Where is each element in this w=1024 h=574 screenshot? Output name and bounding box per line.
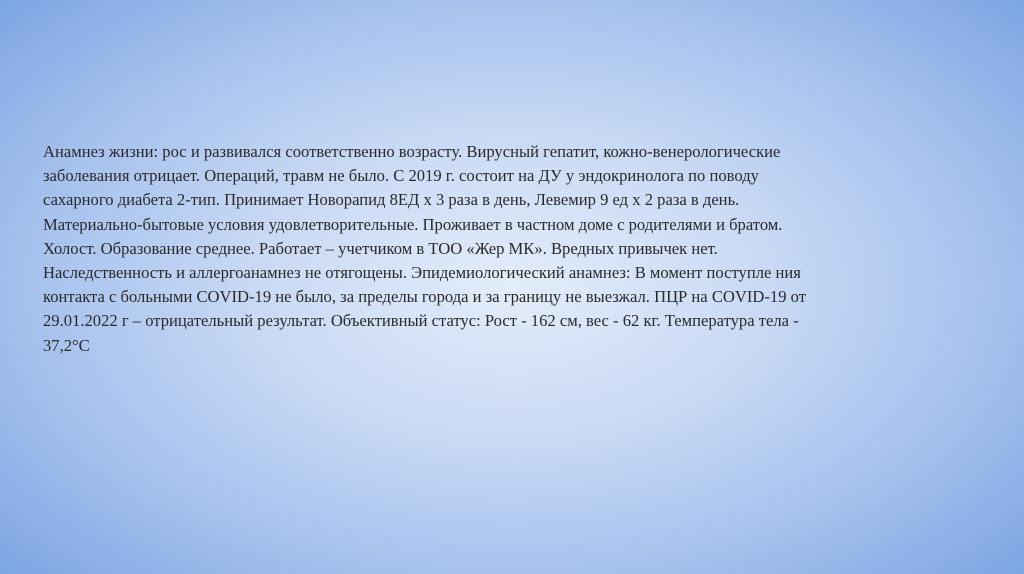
text-line: сахарного диабета 2-тип. Принимает Новорапид 8ЕД х 3 раза в день, Левемир 9 ед х 2 раза в день. <box>43 190 740 210</box>
text-line: контакта с больными COVID-19 не было, за пределы города и за границу не выезжал. ПЦР на COVID-19 от <box>43 287 806 307</box>
text-line: заболевания отрицает. Операций, травм не было. С 2019 г. состоит на ДУ у эндокринолога по поводу <box>43 166 759 186</box>
text-line: Анамнез жизни: рос и развивался соответственно возрасту. Вирусный гепатит, кожно-венерологические <box>43 142 781 161</box>
text-line: Материально-бытовые условия удовлетворительные. Проживает в частном доме с родителями и братом. <box>43 214 783 234</box>
text-line: Холост. Образование среднее. Работает – учетчиком в ТОО «Жер МК». Вредных привычек нет. <box>43 238 718 258</box>
text-line: 29.01.2022 г – отрицательный результат. Объективный статус: Рост - 162 см, вес - 62 кг. Температура тела - <box>43 311 799 331</box>
text-line: 37,2°С <box>43 335 90 355</box>
anamnesis-text <box>43 140 993 358</box>
text-line: Наследственность и аллергоанамнез не отягощены. Эпидемиологический анамнез: В момент поступле ния <box>43 263 801 283</box>
